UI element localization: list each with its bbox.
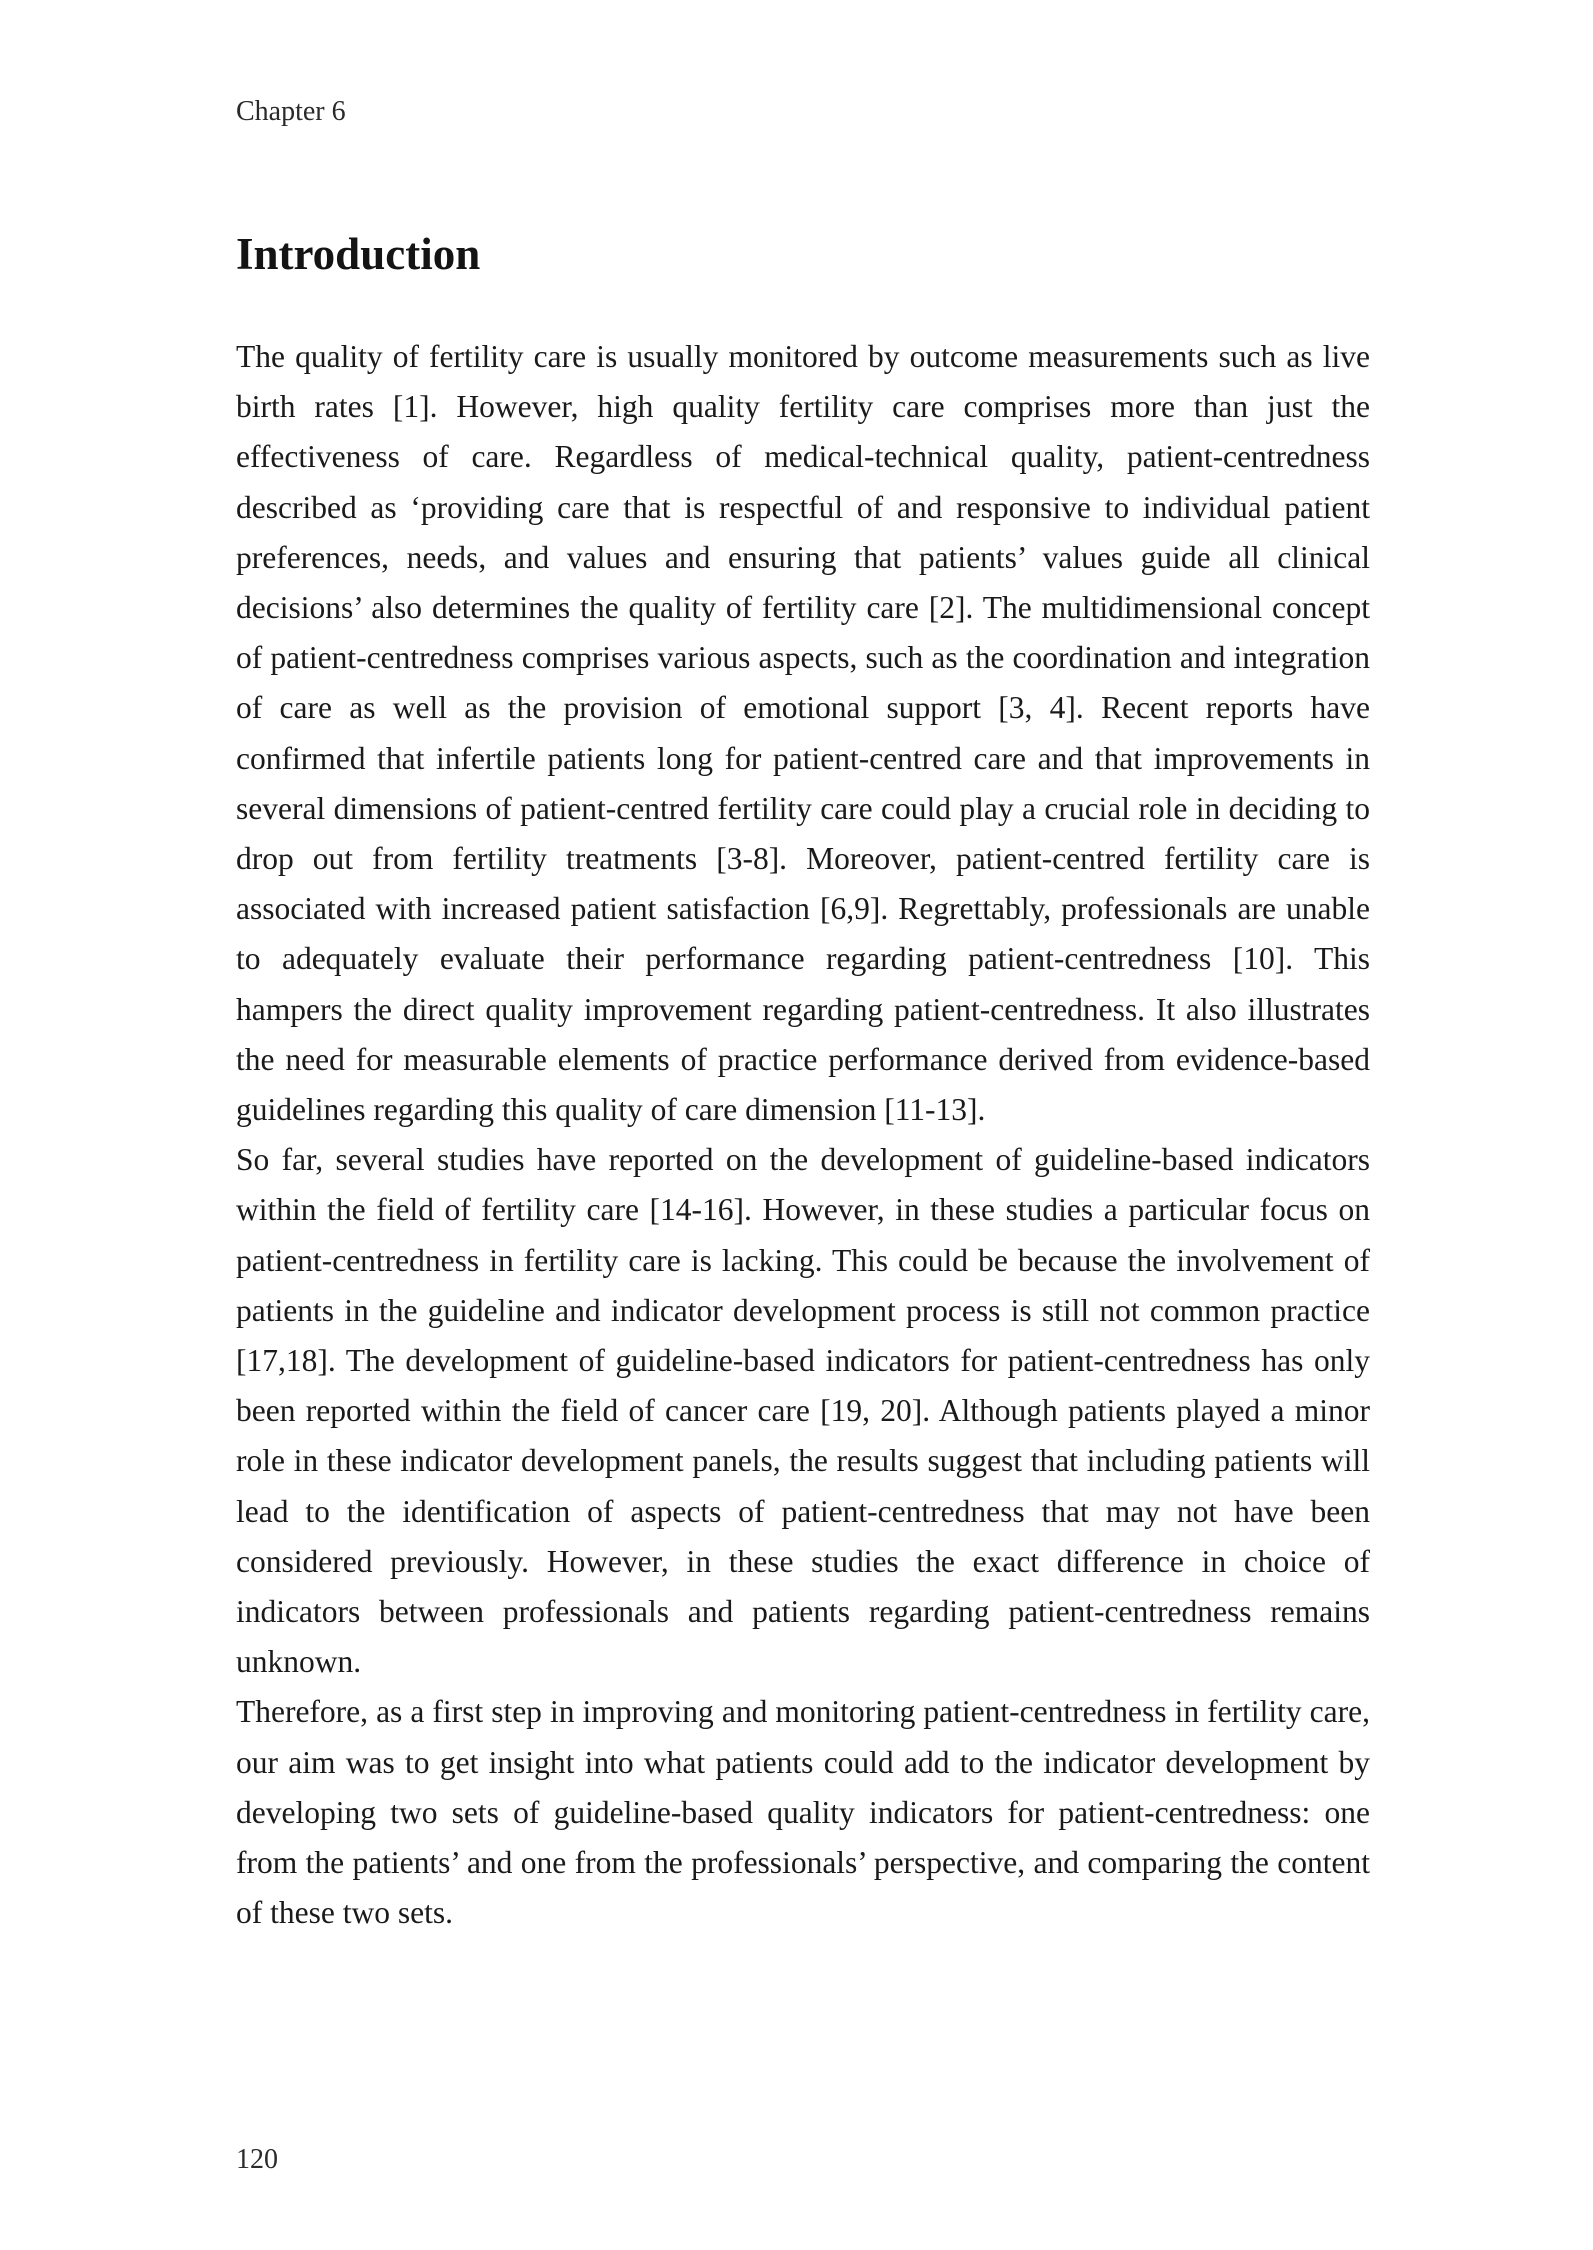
running-head: Chapter 6 <box>236 96 346 127</box>
body-text <box>236 332 1370 1939</box>
paragraph-3: Therefore, as a first step in improving and monitoring patient-centredness in fertility care, our aim was to get insight into what patients could add to the indicator development by developing two sets of guideline-based quality indicators for patient-centredness: one from the patients’ and one from the professionals’ perspective, and comparing the content of these two sets. <box>236 1694 1370 1931</box>
paragraph-1: The quality of fertility care is usually monitored by outcome measurements such as live birth rates [1]. However, high quality fertility care comprises more than just the effectiveness of care. Regardless of medical-technical quality, patient-centredness described as ‘providing care that is respectful of and responsive to individual patient preferences, needs, and values and ensuring that patients’ values guide all clinical decisions’ also determines the quality of fertility care [2]. The multidimensional concept of patient-centredness comprises various aspects, such as the coordination and integration of care as well as the provision of emotional support [3, 4]. Recent reports have confirmed that infertile patients long for patient-centred care and that improvements in several dimensions of patient-centred fertility care could play a crucial role in deciding to drop out from fertility treatments [3-8]. Moreover, patient-centred fertility care is associated with increased patient satisfaction [6,9]. Regrettably, professionals are unable to adequately evaluate their performance regarding patient-centredness [10]. This hampers the direct quality improvement regarding patient-centredness. It also illustrates the need for measurable elements of practice performance derived from evidence-based guidelines regarding this quality of care dimension [11-13]. <box>236 339 1370 1128</box>
paragraph-2: So far, several studies have reported on the development of guideline-based indicators within the field of fertility care [14-16]. However, in these studies a particular focus on patient-centredness in fertility care is lacking. This could be because the involvement of patients in the guideline and indicator development process is still not common practice [17,18]. The development of guideline-based indicators for patient-centredness has only been reported within the field of cancer care [19, 20]. Although patients played a minor role in these indicator development panels, the results suggest that including patients will lead to the identification of aspects of patient-centredness that may not have been considered previously. However, in these studies the exact difference in choice of indicators between professionals and patients regarding patient-centredness remains unknown. <box>236 1142 1370 1680</box>
section-title: Introduction <box>236 229 481 279</box>
page-number: 120 <box>236 2144 278 2175</box>
